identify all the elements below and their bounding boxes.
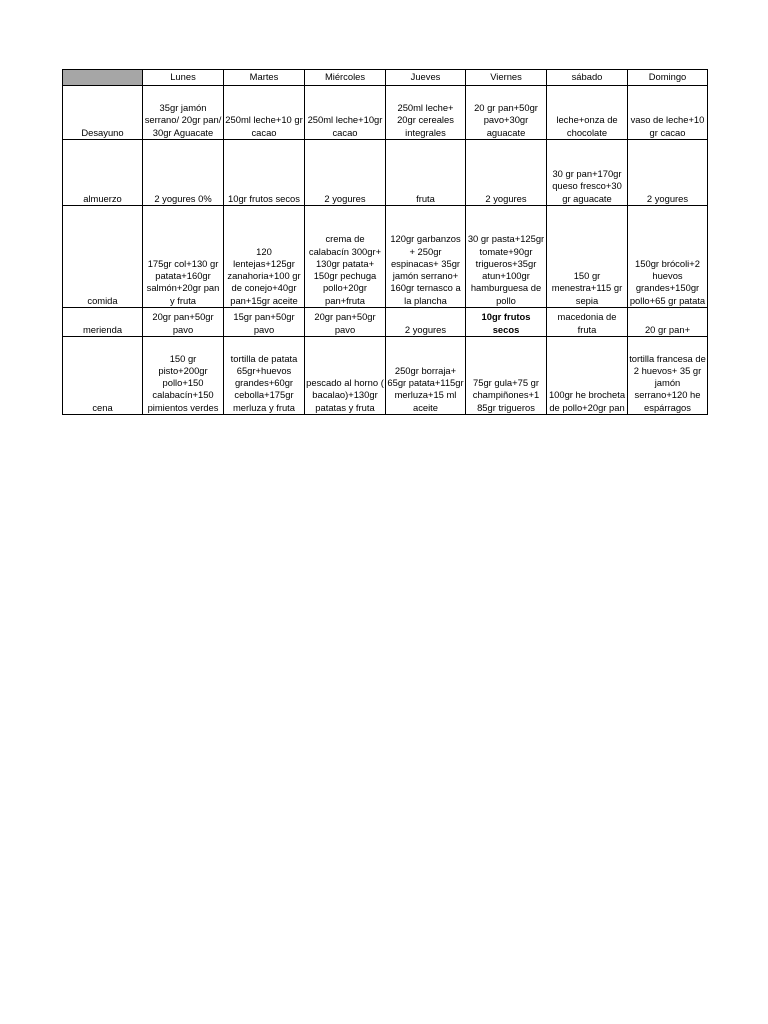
table-cell: 20gr pan+50gr pavo xyxy=(143,308,224,337)
table-cell: 2 yogures 0% xyxy=(143,140,224,206)
table-cell: 250ml leche+10 gr cacao xyxy=(224,86,305,140)
table-cell: 175gr col+130 gr patata+160gr salmón+20gr pan y fruta xyxy=(143,206,224,308)
day-header-jueves: Jueves xyxy=(386,70,466,86)
table-cell: 20 gr pan+ xyxy=(628,308,708,337)
table-cell: 10gr frutos secos xyxy=(224,140,305,206)
table-cell: macedonia de fruta xyxy=(547,308,628,337)
table-cell: 30 gr pan+170gr queso fresco+30 gr aguacate xyxy=(547,140,628,206)
table-cell: 150 gr pisto+200gr pollo+150 calabacín+150 pimientos verdes xyxy=(143,337,224,415)
table-cell: vaso de leche+10 gr cacao xyxy=(628,86,708,140)
day-header-martes: Martes xyxy=(224,70,305,86)
corner-cell xyxy=(63,70,143,86)
table-cell: fruta xyxy=(386,140,466,206)
table-cell: leche+onza de chocolate xyxy=(547,86,628,140)
table-cell: 100gr he brocheta de pollo+20gr pan xyxy=(547,337,628,415)
table-cell: 150 gr menestra+115 gr sepia xyxy=(547,206,628,308)
table-cell: crema de calabacín 300gr+ 130gr patata+ 150gr pechuga pollo+20gr pan+fruta xyxy=(305,206,386,308)
table-cell: pescado al horno ( bacalao)+130gr patatas y fruta xyxy=(305,337,386,415)
meal-label-comida: comida xyxy=(63,206,143,308)
table-cell: tortilla francesa de 2 huevos+ 35 gr jamón serrano+120 he espárragos xyxy=(628,337,708,415)
day-header-sabado: sábado xyxy=(547,70,628,86)
table-cell: 2 yogures xyxy=(305,140,386,206)
table-cell: 2 yogures xyxy=(628,140,708,206)
table-cell: 20 gr pan+50gr pavo+30gr aguacate xyxy=(466,86,547,140)
table-cell: 250ml leche+10gr cacao xyxy=(305,86,386,140)
table-cell: 2 yogures xyxy=(466,140,547,206)
table-cell: 30 gr pasta+125gr tomate+90gr trigueros+35gr atun+100gr hamburguesa de pollo xyxy=(466,206,547,308)
meal-label-desayuno: Desayuno xyxy=(63,86,143,140)
header-row xyxy=(63,70,708,86)
table-row-desayuno xyxy=(63,86,708,140)
meal-label-cena: cena xyxy=(63,337,143,415)
table-cell: 75gr gula+75 gr champiñones+1 85gr trigueros xyxy=(466,337,547,415)
table-row-cena xyxy=(63,337,708,415)
table-cell: 120gr garbanzos + 250gr espinacas+ 35gr jamón serrano+ 160gr ternasco a la plancha xyxy=(386,206,466,308)
day-header-viernes: Viernes xyxy=(466,70,547,86)
table-cell: 250ml leche+ 20gr cereales integrales xyxy=(386,86,466,140)
table-cell: 15gr pan+50gr pavo xyxy=(224,308,305,337)
meal-plan-table xyxy=(62,69,708,415)
table-cell: 10gr frutos secos xyxy=(466,308,547,337)
table-cell: 250gr borraja+ 65gr patata+115gr merluza+15 ml aceite xyxy=(386,337,466,415)
table-row-merienda xyxy=(63,308,708,337)
table-cell: 35gr jamón serrano/ 20gr pan/ 30gr Aguacate xyxy=(143,86,224,140)
table-cell: tortilla de patata 65gr+huevos grandes+60gr cebolla+175gr merluza y fruta xyxy=(224,337,305,415)
meal-label-merienda: merienda xyxy=(63,308,143,337)
table-cell: 20gr pan+50gr pavo xyxy=(305,308,386,337)
table-cell: 150gr brócoli+2 huevos grandes+150gr pollo+65 gr patata xyxy=(628,206,708,308)
table-cell: 120 lentejas+125gr zanahoria+100 gr de conejo+40gr pan+15gr aceite xyxy=(224,206,305,308)
table-row-almuerzo xyxy=(63,140,708,206)
table-cell: 2 yogures xyxy=(386,308,466,337)
meal-label-almuerzo: almuerzo xyxy=(63,140,143,206)
day-header-miercoles: Miércoles xyxy=(305,70,386,86)
day-header-domingo: Domingo xyxy=(628,70,708,86)
table-row-comida xyxy=(63,206,708,308)
day-header-lunes: Lunes xyxy=(143,70,224,86)
